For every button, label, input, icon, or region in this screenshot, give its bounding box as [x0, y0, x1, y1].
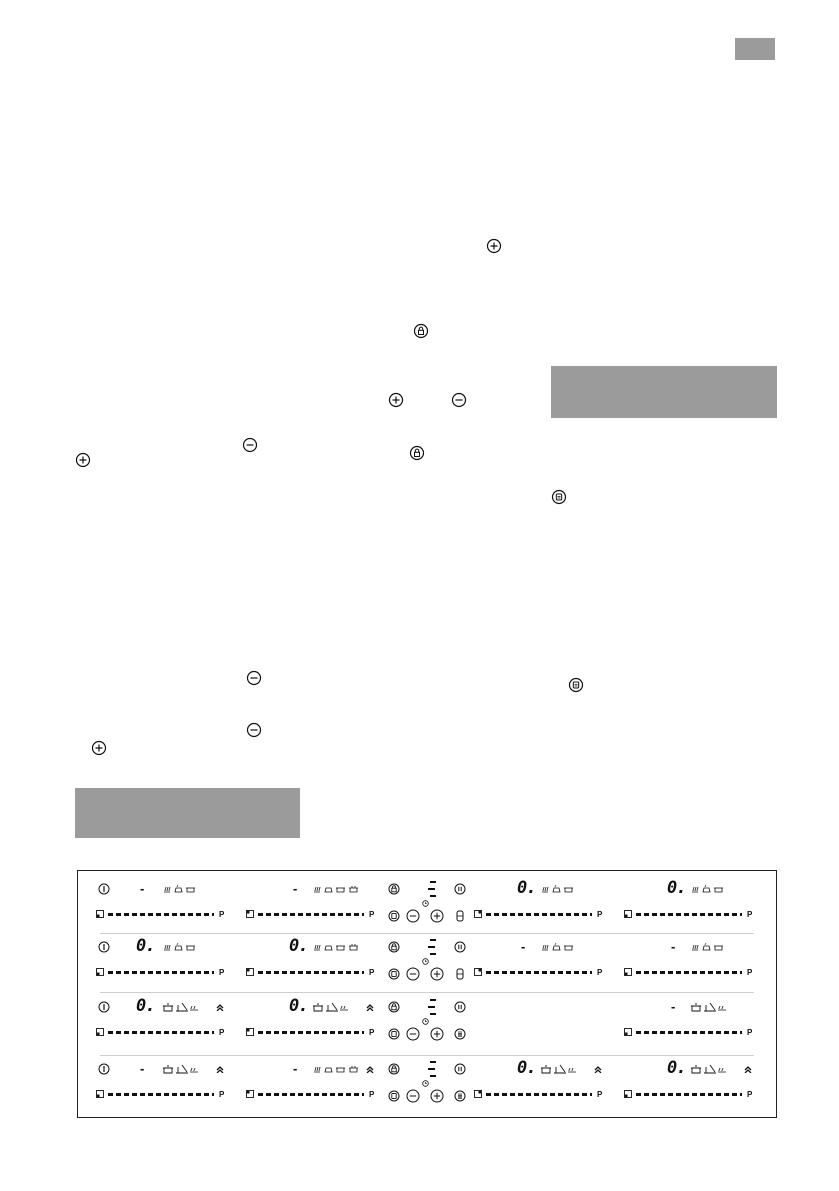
lock-circle-icon: [388, 1001, 400, 1013]
power-level-slider: [108, 1093, 214, 1096]
zone-display: -: [140, 881, 145, 896]
level-indicator-icon: [427, 998, 437, 1016]
power-level-slider: [108, 971, 214, 974]
zone-display: 0.: [136, 996, 155, 1016]
small-clock-icon: [422, 900, 429, 907]
zone-icon: [624, 1028, 632, 1036]
power-level-slider: [258, 913, 364, 916]
power-level-slider: [258, 971, 364, 974]
power-icon: [98, 883, 110, 895]
boost-icon: [366, 1065, 374, 1073]
boost-icon: [216, 1003, 224, 1011]
zone-icon: [96, 1028, 104, 1036]
power-level-slider: [636, 971, 742, 974]
timer-circle-icon: [388, 1028, 400, 1040]
plus-circle-icon: [388, 392, 404, 408]
power-boost-label: P: [369, 968, 375, 977]
cooking-function-icons: [312, 1063, 360, 1074]
lock-circle-icon: [388, 941, 400, 953]
power-boost-label: P: [597, 910, 603, 919]
power-level-slider: [486, 913, 592, 916]
power-level-slider: [258, 1093, 364, 1096]
power-level-slider: [486, 971, 592, 974]
power-level-slider: [486, 1093, 592, 1096]
zone-icon: [624, 910, 632, 918]
zone-display: 0.: [517, 878, 536, 898]
power-level-slider: [108, 913, 214, 916]
power-boost-label: P: [219, 968, 225, 977]
menu-circle-icon: [454, 1028, 466, 1040]
zone-display: 0.: [667, 878, 686, 898]
zone-display: -: [140, 1061, 145, 1076]
power-level-slider: [258, 1031, 364, 1034]
minus-circle-icon: [406, 967, 420, 981]
power-boost-label: P: [747, 910, 753, 919]
cooking-function-icons: [540, 883, 576, 894]
memory-icon: [456, 910, 464, 922]
minus-circle-icon: [406, 1089, 420, 1103]
section-heading-bar-left: [75, 788, 300, 838]
cooking-function-icons: [312, 941, 360, 952]
zone-display: 0.: [289, 996, 308, 1016]
power-boost-label: P: [219, 1090, 225, 1099]
level-indicator-icon: [427, 880, 437, 898]
boost-icon: [216, 1065, 224, 1073]
small-clock-icon: [422, 958, 429, 965]
timer-circle-icon: [568, 677, 584, 693]
timer-circle-icon: [388, 968, 400, 980]
zone-icon: [96, 910, 104, 918]
zone-display: -: [671, 939, 676, 954]
zone-icon: [96, 1090, 104, 1098]
minus-circle-icon: [406, 1027, 420, 1041]
minus-circle-icon: [246, 722, 262, 738]
cooking-function-icons: [162, 883, 198, 894]
cooking-function-icons: [312, 883, 360, 894]
boost-icon: [366, 1003, 374, 1011]
power-boost-label: P: [369, 1090, 375, 1099]
minus-circle-icon: [406, 909, 420, 923]
zone-display: 0.: [667, 1058, 686, 1078]
power-boost-label: P: [747, 1028, 753, 1037]
zone-icon: [624, 968, 632, 976]
zone-display: -: [671, 999, 676, 1014]
power-level-slider: [636, 1093, 742, 1096]
power-icon: [98, 941, 110, 953]
minus-circle-icon: [451, 392, 467, 408]
zone-icon: [246, 1028, 254, 1036]
cooking-function-icons: [690, 1063, 728, 1075]
pause-icon: [454, 1001, 466, 1013]
zone-icon: [474, 968, 482, 976]
header-tab: [735, 38, 775, 60]
plus-circle-icon: [75, 452, 91, 468]
minus-circle-icon: [242, 437, 258, 453]
power-boost-label: P: [747, 1090, 753, 1099]
timer-circle-icon: [388, 1090, 400, 1102]
zone-icon: [474, 1090, 482, 1098]
timer-circle-icon: [551, 489, 567, 505]
timer-circle-icon: [388, 910, 400, 922]
cooking-function-icons: [162, 1001, 200, 1013]
cooking-function-icons: [540, 1063, 578, 1075]
power-level-slider: [636, 1031, 742, 1034]
control-panel-illustration: [77, 870, 777, 1118]
cooking-function-icons: [162, 941, 198, 952]
cooking-function-icons: [162, 1063, 200, 1075]
pause-icon: [454, 941, 466, 953]
cooking-function-icons: [690, 883, 726, 894]
lock-circle-icon: [388, 1063, 400, 1075]
power-boost-label: P: [747, 968, 753, 977]
zone-display: 0.: [136, 936, 155, 956]
cooking-function-icons: [540, 941, 576, 952]
lock-circle-icon: [388, 883, 400, 895]
zone-display: -: [293, 1061, 298, 1076]
power-level-slider: [636, 913, 742, 916]
level-indicator-icon: [427, 938, 437, 956]
pause-icon: [454, 883, 466, 895]
zone-icon: [246, 910, 254, 918]
boost-icon: [744, 1065, 752, 1073]
cooking-function-icons: [690, 941, 726, 952]
zone-display: 0.: [289, 936, 308, 956]
menu-circle-icon: [454, 1090, 466, 1102]
plus-circle-icon: [91, 740, 107, 756]
power-boost-label: P: [219, 1028, 225, 1037]
plus-circle-icon: [430, 967, 444, 981]
row-divider: [100, 992, 754, 993]
power-boost-label: P: [597, 968, 603, 977]
plus-circle-icon: [486, 238, 502, 254]
lock-circle-icon: [413, 323, 429, 339]
level-indicator-icon: [427, 1060, 437, 1078]
pause-icon: [454, 1063, 466, 1075]
zone-display: 0.: [517, 1058, 536, 1078]
plus-circle-icon: [430, 909, 444, 923]
plus-circle-icon: [430, 1027, 444, 1041]
plus-circle-icon: [430, 1089, 444, 1103]
minus-circle-icon: [246, 670, 262, 686]
boost-icon: [594, 1065, 602, 1073]
power-icon: [98, 1063, 110, 1075]
power-boost-label: P: [219, 910, 225, 919]
zone-icon: [246, 1090, 254, 1098]
power-icon: [98, 1001, 110, 1013]
power-boost-label: P: [369, 1028, 375, 1037]
power-level-slider: [108, 1031, 214, 1034]
memory-icon: [456, 968, 464, 980]
zone-display: -: [293, 881, 298, 896]
zone-icon: [96, 968, 104, 976]
zone-icon: [474, 910, 482, 918]
power-boost-label: P: [597, 1090, 603, 1099]
zone-icon: [246, 968, 254, 976]
row-divider: [100, 1055, 754, 1056]
zone-icon: [624, 1090, 632, 1098]
row-divider: [100, 933, 754, 934]
power-boost-label: P: [369, 910, 375, 919]
cooking-function-icons: [690, 1001, 728, 1013]
section-heading-bar-right: [551, 366, 777, 418]
zone-display: -: [521, 939, 526, 954]
small-clock-icon: [422, 1018, 429, 1025]
lock-circle-icon: [409, 445, 425, 461]
cooking-function-icons: [312, 1001, 350, 1013]
small-clock-icon: [422, 1080, 429, 1087]
